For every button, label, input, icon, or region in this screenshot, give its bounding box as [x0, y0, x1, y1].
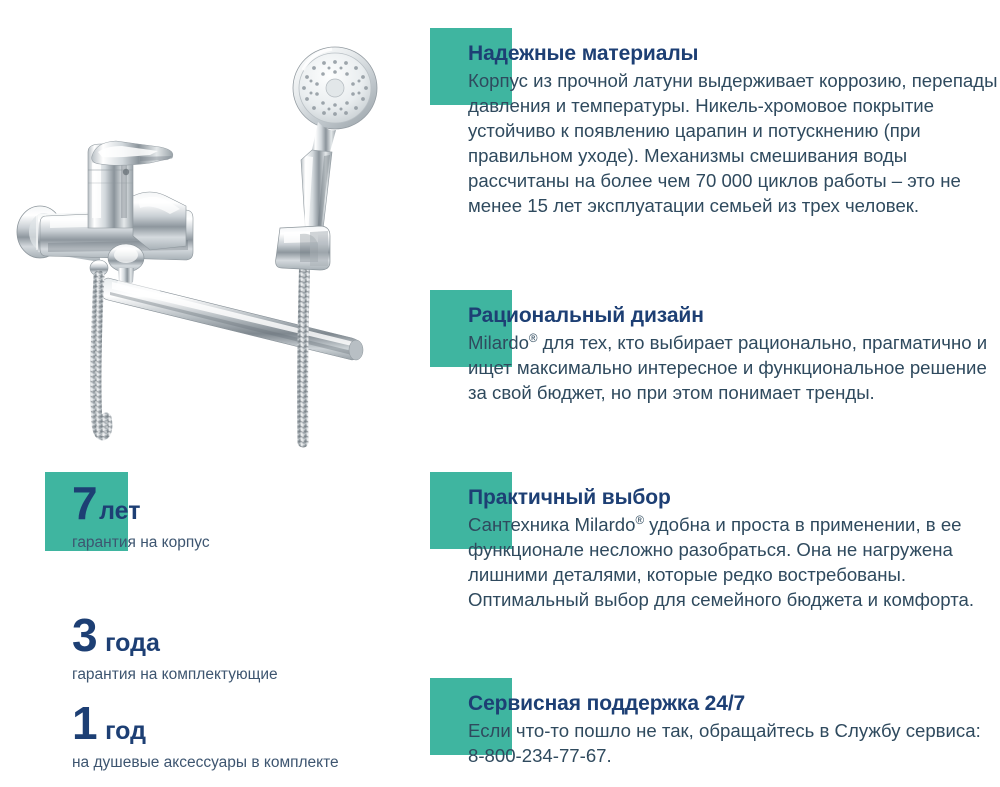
feature-block-materials [430, 28, 1000, 218]
feature-text: Milardo® для тех, кто выбирает рационально, прагматично и ищет максимально интересное и функциональное решение за свой бюджет, но при этом понимает тренды. [468, 331, 988, 403]
warranty-unit: лет [99, 497, 141, 525]
outlet-cover-part [133, 192, 186, 250]
warranty-caption: гарантия на корпус [72, 534, 210, 551]
warranty-number: 7 [72, 477, 98, 529]
feature-title: Надежные материалы [468, 42, 699, 65]
warranty-number: 1 [72, 697, 98, 749]
feature-title: Сервисная поддержка 24/7 [468, 692, 746, 715]
warranty-caption: гарантия на комплектующие [72, 666, 278, 683]
warranty-figure [72, 477, 141, 529]
shower-holder-part [276, 226, 330, 270]
diverter-knob-part [108, 244, 144, 285]
feature-text: Корпус из прочной латуни выдерживает коррозию, перепады давления и температуры. Никель-хромовое покрытие устойчиво к появлению царапин и потускнению (при правильном уходе). Механизмы смешивания воды рассчитаны на более чем 70 000 циклов работы – это не менее 15 лет эксплуатации семьей из трех человек. [468, 69, 998, 216]
feature-list [430, 0, 1000, 787]
feature-text: Если что-то пошло не так, обращайтесь в Службу сервиса: 8-800-234-77-67. [468, 719, 981, 766]
feature-title: Практичный выбор [468, 486, 671, 509]
lever-handle-part [92, 141, 173, 165]
feature-text: Сантехника Milardo® удобна и проста в применении, в ее функционале несложно разобраться. Она не нагружена лишними деталями, которые редко востребованы. Оптимальный выбор для семейного бюджета и комфорта. [468, 513, 975, 610]
warranty-number: 3 [72, 609, 98, 661]
feature-title: Рациональный дизайн [468, 304, 704, 327]
hand-shower-part [293, 47, 377, 248]
long-spout-part [100, 278, 363, 360]
warranty-list [0, 462, 420, 787]
warranty-unit: года [105, 629, 160, 657]
warranty-caption: на душевые аксессуары в комплекте [72, 754, 339, 771]
product-image [0, 0, 420, 462]
warranty-figure [72, 609, 160, 661]
feature-block-design [430, 290, 1000, 405]
warranty-unit: год [105, 717, 146, 745]
warranty-figure [72, 697, 146, 749]
feature-block-support [430, 678, 1000, 768]
feature-block-practical [430, 472, 1000, 612]
